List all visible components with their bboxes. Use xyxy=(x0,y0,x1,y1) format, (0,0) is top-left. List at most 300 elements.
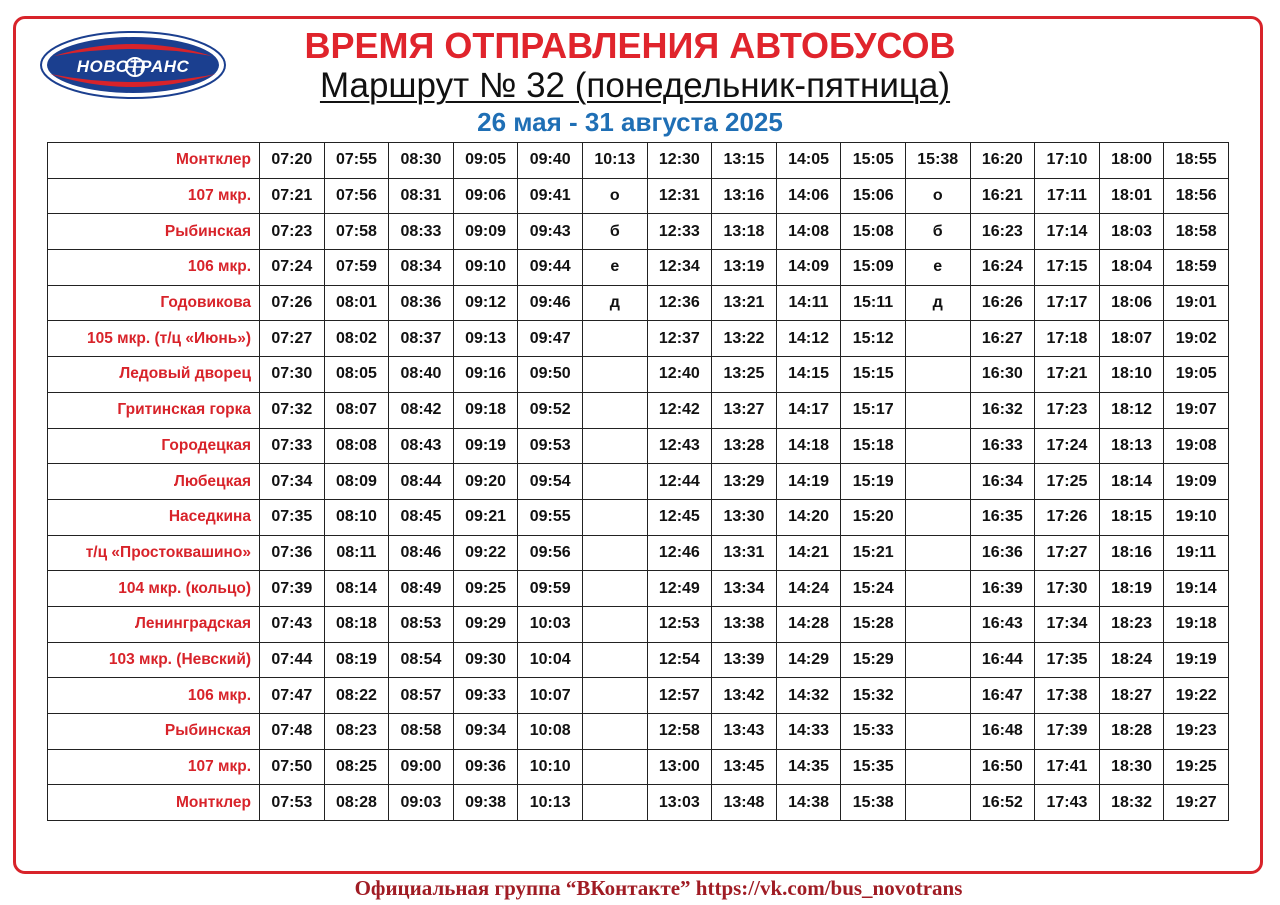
departure-time-cell: 07:48 xyxy=(260,714,325,750)
departure-time-cell: 18:10 xyxy=(1099,357,1164,393)
departure-time-cell: 18:14 xyxy=(1099,464,1164,500)
departure-time-cell: 15:20 xyxy=(841,499,906,535)
departure-time-cell: 12:37 xyxy=(647,321,712,357)
departure-time-cell: 07:47 xyxy=(260,678,325,714)
departure-time-cell: 18:00 xyxy=(1099,143,1164,179)
departure-time-cell: о xyxy=(905,178,970,214)
departure-time-cell: 15:38 xyxy=(905,143,970,179)
departure-time-cell: 08:02 xyxy=(324,321,389,357)
departure-time-cell: 09:03 xyxy=(389,785,454,821)
departure-time-cell: 07:24 xyxy=(260,250,325,286)
table-row xyxy=(48,214,1229,250)
departure-time-cell: 14:35 xyxy=(776,749,841,785)
departure-time-cell xyxy=(905,535,970,571)
departure-time-cell: 09:44 xyxy=(518,250,583,286)
departure-time-cell: 09:09 xyxy=(453,214,518,250)
departure-time-cell xyxy=(905,428,970,464)
departure-time-cell: 17:27 xyxy=(1035,535,1100,571)
departure-time-cell: 12:58 xyxy=(647,714,712,750)
departure-time-cell: 12:53 xyxy=(647,606,712,642)
departure-time-cell: 08:37 xyxy=(389,321,454,357)
departure-time-cell: 13:48 xyxy=(712,785,777,821)
departure-time-cell: 17:25 xyxy=(1035,464,1100,500)
departure-time-cell: 13:00 xyxy=(647,749,712,785)
departure-time-cell: 13:39 xyxy=(712,642,777,678)
departure-time-cell: 10:07 xyxy=(518,678,583,714)
departure-time-cell: 17:43 xyxy=(1035,785,1100,821)
departure-time-cell: 18:01 xyxy=(1099,178,1164,214)
departure-time-cell: 16:27 xyxy=(970,321,1035,357)
departure-time-cell: 18:24 xyxy=(1099,642,1164,678)
departure-time-cell: 09:55 xyxy=(518,499,583,535)
departure-time-cell xyxy=(582,678,647,714)
departure-time-cell xyxy=(905,606,970,642)
stop-name-cell: 105 мкр. (т/ц «Июнь») xyxy=(48,321,260,357)
departure-time-cell: 14:20 xyxy=(776,499,841,535)
departure-time-cell: 12:49 xyxy=(647,571,712,607)
departure-time-cell: 09:19 xyxy=(453,428,518,464)
schedule-table xyxy=(47,142,1229,821)
departure-time-cell xyxy=(905,714,970,750)
departure-time-cell xyxy=(582,535,647,571)
departure-time-cell: 17:35 xyxy=(1035,642,1100,678)
departure-time-cell xyxy=(582,499,647,535)
departure-time-cell: 14:21 xyxy=(776,535,841,571)
departure-time-cell: 14:33 xyxy=(776,714,841,750)
departure-time-cell: 19:10 xyxy=(1164,499,1229,535)
departure-time-cell: 17:26 xyxy=(1035,499,1100,535)
departure-time-cell: 08:31 xyxy=(389,178,454,214)
stop-name-cell: 107 мкр. xyxy=(48,749,260,785)
route-subtitle xyxy=(250,66,1020,106)
departure-time-cell: 07:39 xyxy=(260,571,325,607)
departure-time-cell: 18:19 xyxy=(1099,571,1164,607)
departure-time-cell: 13:15 xyxy=(712,143,777,179)
departure-time-cell: 07:36 xyxy=(260,535,325,571)
departure-time-cell: 16:50 xyxy=(970,749,1035,785)
departure-time-cell: 16:47 xyxy=(970,678,1035,714)
departure-time-cell: 18:07 xyxy=(1099,321,1164,357)
departure-time-cell: 16:33 xyxy=(970,428,1035,464)
departure-time-cell: 07:59 xyxy=(324,250,389,286)
departure-time-cell: 17:30 xyxy=(1035,571,1100,607)
table-row xyxy=(48,321,1229,357)
departure-time-cell xyxy=(905,464,970,500)
departure-time-cell: 18:16 xyxy=(1099,535,1164,571)
departure-time-cell: 16:24 xyxy=(970,250,1035,286)
departure-time-cell: 07:34 xyxy=(260,464,325,500)
table-row xyxy=(48,285,1229,321)
departure-time-cell xyxy=(582,606,647,642)
departure-time-cell: 14:28 xyxy=(776,606,841,642)
departure-time-cell: 10:03 xyxy=(518,606,583,642)
departure-time-cell: 08:07 xyxy=(324,392,389,428)
departure-time-cell: 08:09 xyxy=(324,464,389,500)
departure-time-cell: 09:38 xyxy=(453,785,518,821)
departure-time-cell: 07:56 xyxy=(324,178,389,214)
departure-time-cell: 08:40 xyxy=(389,357,454,393)
departure-time-cell: б xyxy=(905,214,970,250)
departure-time-cell: 14:06 xyxy=(776,178,841,214)
departure-time-cell: 16:43 xyxy=(970,606,1035,642)
departure-time-cell: 08:08 xyxy=(324,428,389,464)
departure-time-cell: 18:04 xyxy=(1099,250,1164,286)
departure-time-cell: 13:16 xyxy=(712,178,777,214)
departure-time-cell: 09:10 xyxy=(453,250,518,286)
departure-time-cell xyxy=(905,357,970,393)
departure-time-cell xyxy=(905,642,970,678)
departure-time-cell xyxy=(582,464,647,500)
stop-name-cell: Любецкая xyxy=(48,464,260,500)
departure-time-cell: д xyxy=(905,285,970,321)
stop-name-cell: Монтклер xyxy=(48,785,260,821)
departure-time-cell: 15:09 xyxy=(841,250,906,286)
departure-time-cell: 09:59 xyxy=(518,571,583,607)
table-row xyxy=(48,571,1229,607)
departure-time-cell: 08:43 xyxy=(389,428,454,464)
departure-time-cell: 16:39 xyxy=(970,571,1035,607)
departure-time-cell: 16:20 xyxy=(970,143,1035,179)
departure-time-cell xyxy=(905,571,970,607)
departure-time-cell: 15:21 xyxy=(841,535,906,571)
departure-time-cell: 08:34 xyxy=(389,250,454,286)
departure-time-cell: 17:34 xyxy=(1035,606,1100,642)
departure-time-cell: 08:25 xyxy=(324,749,389,785)
departure-time-cell xyxy=(905,499,970,535)
departure-time-cell: 14:24 xyxy=(776,571,841,607)
departure-time-cell xyxy=(582,428,647,464)
table-row xyxy=(48,499,1229,535)
departure-time-cell: 09:50 xyxy=(518,357,583,393)
departure-time-cell: 17:41 xyxy=(1035,749,1100,785)
departure-time-cell: 18:58 xyxy=(1164,214,1229,250)
departure-time-cell: 09:41 xyxy=(518,178,583,214)
departure-time-cell xyxy=(582,785,647,821)
departure-time-cell: 13:03 xyxy=(647,785,712,821)
route-subtitle-text: Маршрут № 32 (понедельник-пятница) xyxy=(319,66,951,105)
departure-time-cell: 19:07 xyxy=(1164,392,1229,428)
departure-time-cell: 12:30 xyxy=(647,143,712,179)
departure-time-cell: 14:09 xyxy=(776,250,841,286)
table-row xyxy=(48,428,1229,464)
departure-time-cell: 16:44 xyxy=(970,642,1035,678)
departure-time-cell: 18:06 xyxy=(1099,285,1164,321)
page-title: ВРЕМЯ ОТПРАВЛЕНИЯ АВТОБУСОВ xyxy=(304,25,956,66)
departure-time-cell: 14:32 xyxy=(776,678,841,714)
departure-time-cell: 17:17 xyxy=(1035,285,1100,321)
departure-time-cell: 09:22 xyxy=(453,535,518,571)
departure-time-cell: 18:30 xyxy=(1099,749,1164,785)
departure-time-cell: 17:38 xyxy=(1035,678,1100,714)
table-row xyxy=(48,678,1229,714)
departure-time-cell: е xyxy=(582,250,647,286)
departure-time-cell: 09:30 xyxy=(453,642,518,678)
departure-time-cell: 17:14 xyxy=(1035,214,1100,250)
departure-time-cell: 09:33 xyxy=(453,678,518,714)
departure-time-cell: 08:45 xyxy=(389,499,454,535)
table-row xyxy=(48,785,1229,821)
departure-time-cell xyxy=(905,321,970,357)
departure-time-cell: 13:30 xyxy=(712,499,777,535)
departure-time-cell xyxy=(582,321,647,357)
departure-time-cell: 12:33 xyxy=(647,214,712,250)
departure-time-cell: 07:27 xyxy=(260,321,325,357)
departure-time-cell: 08:23 xyxy=(324,714,389,750)
departure-time-cell: 18:32 xyxy=(1099,785,1164,821)
departure-time-cell: 09:00 xyxy=(389,749,454,785)
departure-time-cell: 13:31 xyxy=(712,535,777,571)
departure-time-cell: 09:46 xyxy=(518,285,583,321)
departure-time-cell: 18:03 xyxy=(1099,214,1164,250)
table-row xyxy=(48,178,1229,214)
departure-time-cell: 13:25 xyxy=(712,357,777,393)
departure-time-cell: 18:23 xyxy=(1099,606,1164,642)
departure-time-cell: 09:40 xyxy=(518,143,583,179)
departure-time-cell: 18:15 xyxy=(1099,499,1164,535)
departure-time-cell: 10:04 xyxy=(518,642,583,678)
departure-time-cell: 08:01 xyxy=(324,285,389,321)
departure-time-cell: 17:18 xyxy=(1035,321,1100,357)
departure-time-cell: 08:11 xyxy=(324,535,389,571)
table-row xyxy=(48,535,1229,571)
stop-name-cell: 106 мкр. xyxy=(48,250,260,286)
departure-time-cell: 12:57 xyxy=(647,678,712,714)
departure-time-cell: 12:45 xyxy=(647,499,712,535)
table-row xyxy=(48,357,1229,393)
stop-name-cell: Годовикова xyxy=(48,285,260,321)
departure-time-cell xyxy=(905,678,970,714)
departure-time-cell xyxy=(582,392,647,428)
departure-time-cell: 19:27 xyxy=(1164,785,1229,821)
departure-time-cell: 07:26 xyxy=(260,285,325,321)
departure-time-cell: 18:56 xyxy=(1164,178,1229,214)
departure-time-cell: 17:39 xyxy=(1035,714,1100,750)
departure-time-cell: 18:55 xyxy=(1164,143,1229,179)
departure-time-cell: 08:42 xyxy=(389,392,454,428)
departure-time-cell: 19:11 xyxy=(1164,535,1229,571)
departure-time-cell: 10:10 xyxy=(518,749,583,785)
departure-time-cell: б xyxy=(582,214,647,250)
departure-time-cell: 13:19 xyxy=(712,250,777,286)
departure-time-cell: 08:53 xyxy=(389,606,454,642)
departure-time-cell: 07:43 xyxy=(260,606,325,642)
departure-time-cell: 07:44 xyxy=(260,642,325,678)
departure-time-cell: 15:38 xyxy=(841,785,906,821)
departure-time-cell: 19:09 xyxy=(1164,464,1229,500)
departure-time-cell xyxy=(582,357,647,393)
departure-time-cell: 08:30 xyxy=(389,143,454,179)
departure-time-cell: 17:23 xyxy=(1035,392,1100,428)
departure-time-cell: 17:15 xyxy=(1035,250,1100,286)
departure-time-cell: 19:02 xyxy=(1164,321,1229,357)
departure-time-cell: 09:34 xyxy=(453,714,518,750)
departure-time-cell: 14:17 xyxy=(776,392,841,428)
stop-name-cell: Монтклер xyxy=(48,143,260,179)
departure-time-cell xyxy=(905,749,970,785)
departure-time-cell: 09:21 xyxy=(453,499,518,535)
departure-time-cell: 07:55 xyxy=(324,143,389,179)
departure-time-cell: 08:49 xyxy=(389,571,454,607)
departure-time-cell: 12:34 xyxy=(647,250,712,286)
departure-time-cell: 07:58 xyxy=(324,214,389,250)
stop-name-cell: Гритинская горка xyxy=(48,392,260,428)
footer-vk-link[interactable]: Официальная группа “ВКонтакте” https://vk.com/bus_novotrans xyxy=(354,876,963,900)
departure-time-cell: 09:43 xyxy=(518,214,583,250)
departure-time-cell: 13:42 xyxy=(712,678,777,714)
departure-time-cell: 08:44 xyxy=(389,464,454,500)
departure-time-cell: 14:05 xyxy=(776,143,841,179)
departure-time-cell: 09:20 xyxy=(453,464,518,500)
departure-time-cell xyxy=(905,392,970,428)
departure-time-cell: 09:18 xyxy=(453,392,518,428)
departure-time-cell: 15:32 xyxy=(841,678,906,714)
stop-name-cell: Ленинградская xyxy=(48,606,260,642)
schedule-body xyxy=(48,143,1229,821)
departure-time-cell: 15:05 xyxy=(841,143,906,179)
departure-time-cell: 16:26 xyxy=(970,285,1035,321)
departure-time-cell: 08:57 xyxy=(389,678,454,714)
stop-name-cell: 106 мкр. xyxy=(48,678,260,714)
departure-time-cell: 19:18 xyxy=(1164,606,1229,642)
departure-time-cell: 14:18 xyxy=(776,428,841,464)
departure-time-cell: 15:19 xyxy=(841,464,906,500)
departure-time-cell: 16:21 xyxy=(970,178,1035,214)
departure-time-cell: 14:11 xyxy=(776,285,841,321)
departure-time-cell: 16:35 xyxy=(970,499,1035,535)
departure-time-cell: 19:19 xyxy=(1164,642,1229,678)
departure-time-cell: 18:59 xyxy=(1164,250,1229,286)
departure-time-cell: 19:05 xyxy=(1164,357,1229,393)
departure-time-cell: 08:54 xyxy=(389,642,454,678)
departure-time-cell: 15:28 xyxy=(841,606,906,642)
stop-name-cell: Городецкая xyxy=(48,428,260,464)
departure-time-cell: 09:06 xyxy=(453,178,518,214)
table-row xyxy=(48,464,1229,500)
departure-time-cell: 16:52 xyxy=(970,785,1035,821)
departure-time-cell: 14:15 xyxy=(776,357,841,393)
departure-time-cell: 14:12 xyxy=(776,321,841,357)
departure-time-cell: 13:45 xyxy=(712,749,777,785)
departure-time-cell: 13:22 xyxy=(712,321,777,357)
departure-time-cell: 13:38 xyxy=(712,606,777,642)
stop-name-cell: 107 мкр. xyxy=(48,178,260,214)
departure-time-cell: 14:38 xyxy=(776,785,841,821)
departure-time-cell: 16:36 xyxy=(970,535,1035,571)
table-row xyxy=(48,749,1229,785)
departure-time-cell: 12:46 xyxy=(647,535,712,571)
departure-time-cell: 08:22 xyxy=(324,678,389,714)
departure-time-cell: 07:30 xyxy=(260,357,325,393)
departure-time-cell: 12:40 xyxy=(647,357,712,393)
departure-time-cell: 18:27 xyxy=(1099,678,1164,714)
departure-time-cell: 08:46 xyxy=(389,535,454,571)
departure-time-cell: 07:32 xyxy=(260,392,325,428)
departure-time-cell: 12:43 xyxy=(647,428,712,464)
table-row xyxy=(48,606,1229,642)
departure-time-cell: 13:43 xyxy=(712,714,777,750)
departure-time-cell: 08:14 xyxy=(324,571,389,607)
departure-time-cell: 09:52 xyxy=(518,392,583,428)
table-row xyxy=(48,250,1229,286)
departure-time-cell: 07:53 xyxy=(260,785,325,821)
departure-time-cell: 14:08 xyxy=(776,214,841,250)
departure-time-cell: 15:35 xyxy=(841,749,906,785)
departure-time-cell: 07:33 xyxy=(260,428,325,464)
departure-time-cell: 08:10 xyxy=(324,499,389,535)
departure-time-cell: 15:15 xyxy=(841,357,906,393)
departure-time-cell: 08:33 xyxy=(389,214,454,250)
departure-time-cell: 09:16 xyxy=(453,357,518,393)
departure-time-cell: 15:08 xyxy=(841,214,906,250)
departure-time-cell: 09:36 xyxy=(453,749,518,785)
departure-time-cell: 08:36 xyxy=(389,285,454,321)
departure-time-cell: 15:29 xyxy=(841,642,906,678)
departure-time-cell xyxy=(905,785,970,821)
stop-name-cell: 104 мкр. (кольцо) xyxy=(48,571,260,607)
departure-time-cell: 10:13 xyxy=(582,143,647,179)
departure-time-cell xyxy=(582,642,647,678)
departure-time-cell: 07:35 xyxy=(260,499,325,535)
departure-time-cell: 09:13 xyxy=(453,321,518,357)
departure-time-cell: 08:18 xyxy=(324,606,389,642)
departure-time-cell: 19:01 xyxy=(1164,285,1229,321)
departure-time-cell: д xyxy=(582,285,647,321)
departure-time-cell: 13:28 xyxy=(712,428,777,464)
departure-time-cell: 09:47 xyxy=(518,321,583,357)
departure-time-cell: 08:05 xyxy=(324,357,389,393)
departure-time-cell: 10:13 xyxy=(518,785,583,821)
departure-time-cell: 18:13 xyxy=(1099,428,1164,464)
departure-time-cell: 17:21 xyxy=(1035,357,1100,393)
departure-time-cell: 09:53 xyxy=(518,428,583,464)
departure-time-cell: 13:27 xyxy=(712,392,777,428)
table-row xyxy=(48,143,1229,179)
departure-time-cell: 13:21 xyxy=(712,285,777,321)
departure-time-cell xyxy=(582,571,647,607)
departure-time-cell: 09:25 xyxy=(453,571,518,607)
departure-time-cell xyxy=(582,749,647,785)
stop-name-cell: Рыбинская xyxy=(48,214,260,250)
departure-time-cell: 10:08 xyxy=(518,714,583,750)
stop-name-cell: т/ц «Простоквашино» xyxy=(48,535,260,571)
departure-time-cell: 12:31 xyxy=(647,178,712,214)
departure-time-cell: 15:06 xyxy=(841,178,906,214)
departure-time-cell: 09:05 xyxy=(453,143,518,179)
stop-name-cell: Наседкина xyxy=(48,499,260,535)
departure-time-cell: 13:34 xyxy=(712,571,777,607)
departure-time-cell: 19:25 xyxy=(1164,749,1229,785)
departure-time-cell: 09:29 xyxy=(453,606,518,642)
departure-time-cell: 13:18 xyxy=(712,214,777,250)
departure-time-cell: 15:17 xyxy=(841,392,906,428)
logo-text: НОВОТРАНС xyxy=(76,57,190,76)
departure-time-cell: 15:11 xyxy=(841,285,906,321)
departure-time-cell: 14:29 xyxy=(776,642,841,678)
departure-time-cell: 19:23 xyxy=(1164,714,1229,750)
stop-name-cell: Ледовый дворец xyxy=(48,357,260,393)
departure-time-cell: 12:44 xyxy=(647,464,712,500)
departure-time-cell: 07:20 xyxy=(260,143,325,179)
departure-time-cell: 12:54 xyxy=(647,642,712,678)
departure-time-cell: 16:34 xyxy=(970,464,1035,500)
stop-name-cell: 103 мкр. (Невский) xyxy=(48,642,260,678)
table-row xyxy=(48,642,1229,678)
departure-time-cell: 09:54 xyxy=(518,464,583,500)
novotrans-logo xyxy=(40,30,226,100)
departure-time-cell: 17:10 xyxy=(1035,143,1100,179)
table-row xyxy=(48,392,1229,428)
departure-time-cell: 16:48 xyxy=(970,714,1035,750)
